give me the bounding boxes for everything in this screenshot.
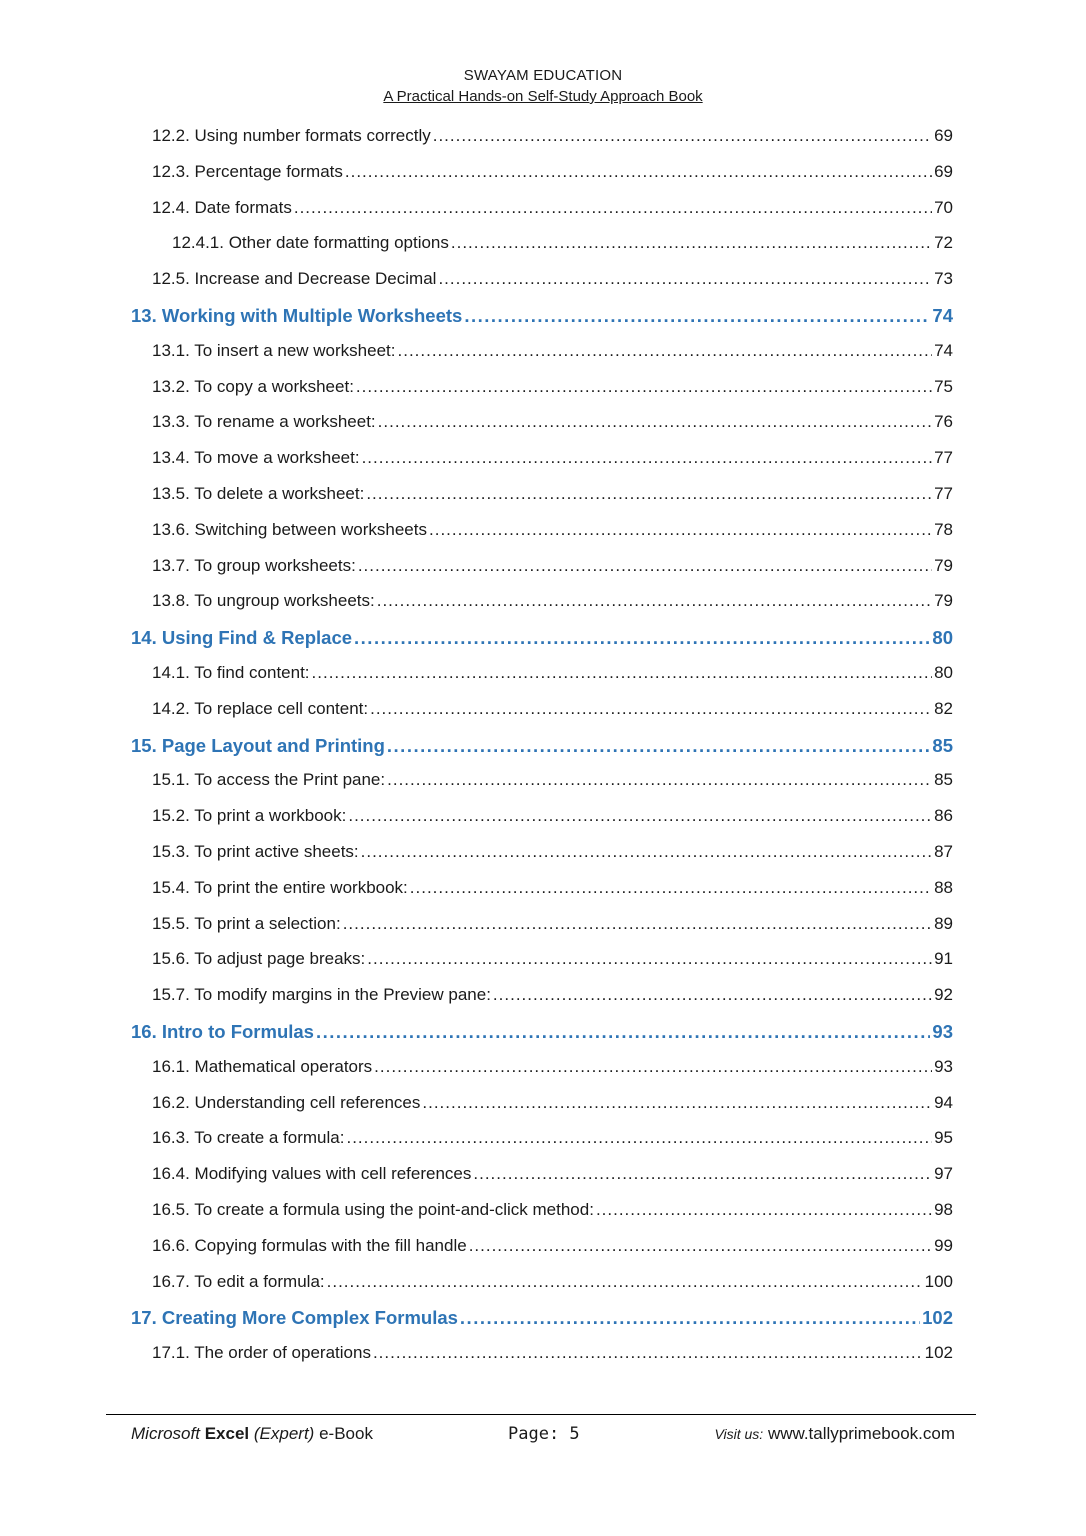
toc-entry[interactable] [131, 1093, 953, 1113]
toc-entry-title: 14. Using Find & Replace [131, 627, 353, 649]
toc-entry-title: 13.7. To group worksheets: [152, 555, 356, 575]
toc-entry[interactable] [131, 842, 953, 862]
toc-entry-title: 17.1. The order of operations [152, 1343, 371, 1363]
toc-chapter-entry[interactable] [131, 1307, 953, 1329]
toc-entry[interactable] [131, 949, 953, 969]
toc-dot-leader [348, 806, 932, 826]
toc-entry[interactable] [131, 233, 953, 253]
toc-dot-leader [373, 1343, 923, 1363]
toc-entry[interactable] [131, 1272, 953, 1292]
toc-dot-leader [387, 735, 931, 757]
toc-dot-leader [438, 269, 932, 289]
footer-book-prefix: Microsoft [131, 1424, 200, 1443]
toc-entry-page: 85 [932, 734, 953, 756]
toc-entry-page: 78 [934, 519, 953, 539]
toc-entry[interactable] [131, 1128, 953, 1148]
toc-entry-title: 13.6. Switching between worksheets [152, 519, 427, 539]
toc-dot-leader [433, 126, 932, 146]
toc-dot-leader [294, 198, 932, 218]
toc-entry[interactable] [131, 162, 953, 182]
toc-entry-title: 15.2. To print a workbook: [152, 806, 347, 826]
toc-dot-leader [473, 1164, 932, 1184]
toc-entry-page: 93 [934, 1056, 953, 1076]
toc-chapter-entry[interactable] [131, 1021, 953, 1043]
toc-entry[interactable] [131, 1236, 953, 1256]
toc-dot-leader [358, 556, 932, 576]
toc-entry-page: 76 [934, 412, 953, 432]
toc-entry-title: 13.4. To move a worksheet: [152, 448, 360, 468]
footer-website-link[interactable]: www.tallyprimebook.com [767, 1424, 955, 1443]
footer-book-suffix: e-Book [319, 1424, 373, 1443]
toc-entry[interactable] [131, 556, 953, 576]
toc-dot-leader [370, 699, 932, 719]
toc-dot-leader [469, 1236, 932, 1256]
toc-dot-leader [460, 1307, 920, 1329]
toc-dot-leader [374, 1057, 932, 1077]
toc-entry-title: 17. Creating More Complex Formulas [131, 1307, 458, 1329]
toc-entry-page: 72 [934, 233, 953, 253]
page-footer [131, 1424, 955, 1448]
toc-entry-page: 102 [924, 1343, 953, 1363]
toc-entry-title: 13.1. To insert a new worksheet: [152, 340, 396, 360]
page-header [0, 66, 1086, 108]
footer-page-number: Page: 5 [508, 1424, 580, 1444]
toc-entry-title: 13.2. To copy a worksheet: [152, 376, 354, 396]
header-org: SWAYAM EDUCATION [463, 67, 623, 84]
toc-dot-leader [316, 1021, 930, 1043]
toc-entry[interactable] [131, 1164, 953, 1184]
toc-dot-leader [362, 448, 933, 468]
toc-entry-page: 73 [934, 269, 953, 289]
toc-entry-page: 85 [934, 770, 953, 790]
toc-entry-title: 16.1. Mathematical operators [152, 1056, 373, 1076]
toc-entry[interactable] [131, 448, 953, 468]
toc-dot-leader [356, 377, 932, 397]
toc-entry-page: 74 [934, 340, 953, 360]
toc-entry[interactable] [131, 269, 953, 289]
toc-entry-page: 79 [934, 555, 953, 575]
toc-entry[interactable] [131, 699, 953, 719]
toc-entry-page: 93 [932, 1021, 953, 1042]
toc-entry-page: 88 [934, 877, 953, 897]
toc-entry[interactable] [131, 412, 953, 432]
toc-dot-leader [366, 484, 932, 504]
toc-entry-page: 86 [934, 806, 953, 826]
toc-entry-page: 94 [934, 1092, 953, 1112]
toc-entry-page: 97 [934, 1164, 953, 1184]
toc-entry-page: 79 [934, 591, 953, 611]
toc-entry[interactable] [131, 484, 953, 504]
toc-dot-leader [464, 305, 930, 327]
toc-entry-title: 14.2. To replace cell content: [152, 698, 369, 718]
toc-entry-title: 12.4. Date formats [152, 197, 292, 217]
toc-entry-page: 92 [934, 985, 953, 1005]
toc-entry-page: 102 [922, 1307, 953, 1329]
toc-entry-page: 99 [934, 1235, 953, 1255]
toc-entry-title: 15.1. To access the Print pane: [152, 770, 386, 790]
toc-dot-leader [354, 627, 930, 649]
toc-entry-title: 12.3. Percentage formats [152, 161, 343, 181]
toc-dot-leader [493, 985, 932, 1005]
toc-entry[interactable] [131, 878, 953, 898]
header-subtitle: A Practical Hands-on Self-Study Approach Book [383, 88, 703, 105]
toc-entry-page: 100 [924, 1271, 953, 1291]
toc-dot-leader [596, 1200, 932, 1220]
toc-entry-title: 16. Intro to Formulas [131, 1021, 314, 1042]
toc-entry-title: 12.5. Increase and Decrease Decimal [152, 269, 437, 289]
toc-entry[interactable] [131, 985, 953, 1005]
toc-entry[interactable] [131, 520, 953, 540]
toc-entry-title: 16.2. Understanding cell references [152, 1092, 421, 1112]
toc-entry-page: 70 [934, 197, 953, 217]
toc-dot-leader [312, 663, 933, 683]
toc-entry[interactable] [131, 1200, 953, 1220]
toc-chapter-entry[interactable] [131, 735, 953, 757]
toc-entry-page: 87 [934, 842, 953, 861]
footer-visit-label: Visit us: [714, 1426, 764, 1442]
toc-entry-title: 12.4.1. Other date formatting options [172, 233, 449, 253]
toc-entry-page: 80 [934, 663, 953, 682]
toc-chapter-entry[interactable] [131, 305, 953, 327]
toc-entry-title: 15.4. To print the entire workbook: [152, 877, 408, 897]
toc-dot-leader [398, 341, 933, 361]
toc-entry-page: 98 [934, 1200, 953, 1219]
toc-entry[interactable] [131, 770, 953, 790]
toc-entry-title: 15.7. To modify margins in the Preview pane: [152, 985, 491, 1005]
toc-entry-page: 89 [934, 913, 953, 933]
toc-entry-title: 14.1. To find content: [152, 663, 310, 682]
toc-entry-title: 13.5. To delete a worksheet: [152, 484, 365, 503]
toc-entry-title: 13.3. To rename a worksheet: [152, 412, 376, 432]
toc-dot-leader [387, 770, 932, 790]
toc-entry-title: 12.2. Using number formats correctly [152, 126, 431, 145]
footer-book-title [131, 1424, 373, 1444]
toc-dot-leader [451, 233, 932, 253]
toc-entry-page: 69 [934, 161, 953, 181]
toc-dot-leader [343, 914, 932, 934]
toc-entry-page: 74 [932, 305, 953, 326]
toc-entry-title: 15.3. To print active sheets: [152, 842, 359, 861]
toc-chapter-entry[interactable] [131, 627, 953, 649]
toc-entry-title: 15.6. To adjust page breaks: [152, 949, 366, 969]
toc-entry-page: 77 [934, 484, 953, 503]
footer-book-bold: Excel [204, 1424, 250, 1443]
toc-dot-leader [429, 520, 932, 540]
toc-entry-page: 82 [934, 698, 953, 718]
toc-dot-leader [422, 1093, 932, 1113]
toc-entry[interactable] [131, 663, 953, 683]
footer-divider [106, 1414, 976, 1415]
footer-book-italic: (Expert) [253, 1424, 315, 1443]
toc-entry[interactable] [131, 1343, 953, 1363]
toc-entry-title: 13. Working with Multiple Worksheets [131, 305, 463, 326]
toc-entry-title: 16.4. Modifying values with cell references [152, 1164, 472, 1184]
toc-entry-title: 16.5. To create a formula using the point-and-click method: [152, 1200, 594, 1219]
toc-dot-leader [361, 842, 932, 862]
toc-entry-page: 80 [932, 627, 953, 649]
toc-entry-page: 75 [934, 376, 953, 396]
toc-entry[interactable] [131, 377, 953, 397]
toc-entry[interactable] [131, 341, 953, 361]
toc-dot-leader [345, 162, 932, 182]
toc-entry-page: 95 [934, 1128, 953, 1148]
toc-entry[interactable] [131, 198, 953, 218]
toc-entry[interactable] [131, 806, 953, 826]
toc-entry-page: 91 [934, 949, 953, 969]
toc-entry[interactable] [131, 126, 953, 146]
footer-website [714, 1424, 955, 1444]
toc-dot-leader [410, 878, 932, 898]
toc-dot-leader [377, 591, 932, 611]
toc-entry-title: 15.5. To print a selection: [152, 913, 341, 933]
toc-entry-page: 69 [934, 126, 953, 145]
toc-dot-leader [378, 412, 932, 432]
toc-entry[interactable] [131, 914, 953, 934]
toc-entry-title: 16.6. Copying formulas with the fill handle [152, 1235, 467, 1255]
toc-entry-title: 16.3. To create a formula: [152, 1128, 345, 1148]
toc-dot-leader [327, 1272, 923, 1292]
toc-entry-title: 15. Page Layout and Printing [131, 734, 385, 756]
toc-dot-leader [346, 1128, 932, 1148]
toc-dot-leader [367, 949, 932, 969]
toc-entry[interactable] [131, 1057, 953, 1077]
toc-entry-title: 16.7. To edit a formula: [152, 1271, 325, 1291]
toc-entry-page: 77 [934, 448, 953, 468]
toc-entry-title: 13.8. To ungroup worksheets: [152, 591, 375, 611]
toc-entry[interactable] [131, 591, 953, 611]
